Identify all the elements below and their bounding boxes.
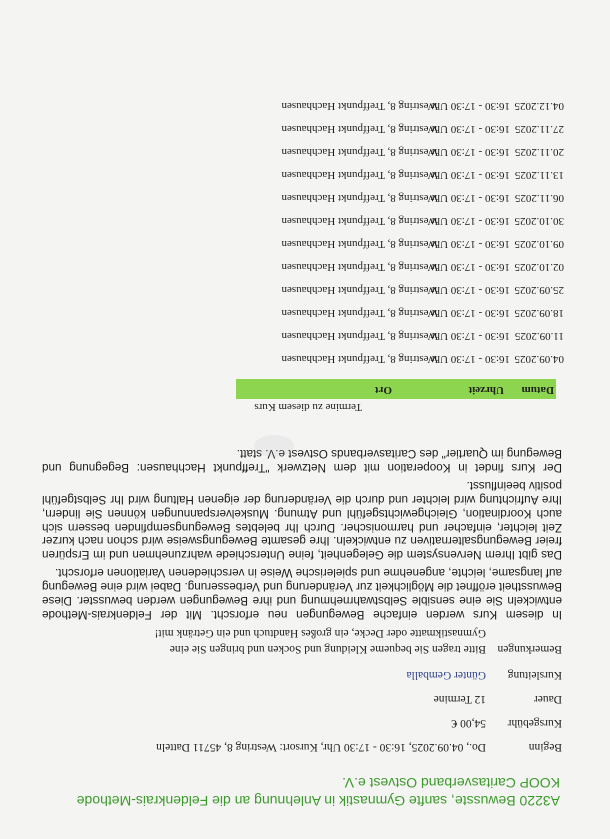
schedule-row (281, 146, 564, 158)
bemerkungen-line-1: Bitte tragen Sie bequeme Kleidung und Socken und bringen Sie eine (169, 643, 486, 655)
kursleitung-label: Kursleitung (507, 669, 562, 681)
schedule-heading: Termine zu diesem Kurs (254, 401, 362, 413)
schedule-time: 16:30 - 17:30 Uhr (430, 238, 510, 250)
schedule-time: 16:30 - 17:30 Uhr (430, 169, 510, 181)
schedule-row (281, 261, 564, 273)
beginn-label: Beginn (528, 741, 562, 753)
schedule-time: 16:30 - 17:30 Uhr (430, 330, 510, 342)
schedule-time: 16:30 - 17:30 Uhr (430, 261, 510, 273)
schedule-date: 27.11.2025 (514, 123, 564, 135)
course-description (42, 442, 562, 621)
schedule-time: 16:30 - 17:30 Uhr (430, 215, 510, 227)
schedule-row (281, 330, 564, 342)
kursgebuehr-value: 54,00 € (451, 717, 486, 729)
schedule-row (281, 238, 564, 250)
schedule-date: 20.11.2025 (514, 146, 564, 158)
course-title: A3220 Bewusste, sanfte Gymnastik in Anlehnung an die Feldenkrais-Methode (76, 793, 560, 809)
schedule-time: 16:30 - 17:30 Uhr (430, 146, 510, 158)
schedule-col-date: Datum (521, 384, 554, 396)
schedule-date: 04.09.2025 (514, 353, 564, 365)
schedule-date: 18.09.2025 (514, 307, 564, 319)
paper-stain (254, 435, 294, 457)
bemerkungen-line-2: Gymnastikmatte oder Decke, ein großes Handtuch und ein Getränk mit! (154, 627, 486, 639)
schedule-time: 16:30 - 17:30 Uhr (430, 307, 510, 319)
schedule-time: 16:30 - 17:30 Uhr (430, 192, 510, 204)
bemerkungen-label: Bemerkungen (497, 643, 562, 655)
schedule-date: 06.11.2025 (514, 192, 564, 204)
schedule-date: 11.09.2025 (514, 330, 564, 342)
course-organizer: KOOP Caritasverband Ostvest e.V. (342, 775, 560, 791)
schedule-col-place: Ort (374, 384, 392, 396)
schedule-date: 13.11.2025 (514, 169, 564, 181)
schedule-place: Westring 8, Treffpunkt Hachhausen (281, 100, 438, 112)
dauer-value: 12 Termine (433, 693, 486, 705)
schedule-row (281, 307, 564, 319)
schedule-date: 09.10.2025 (514, 238, 564, 250)
schedule-row (281, 353, 564, 365)
schedule-place: Westring 8, Treffpunkt Hachhausen (281, 123, 438, 135)
schedule-place: Westring 8, Treffpunkt Hachhausen (281, 261, 438, 273)
schedule-place: Westring 8, Treffpunkt Hachhausen (281, 284, 438, 296)
schedule-row (281, 100, 564, 112)
schedule-place: Westring 8, Treffpunkt Hachhausen (281, 330, 438, 342)
schedule-place: Westring 8, Treffpunkt Hachhausen (281, 215, 438, 227)
schedule-date: 25.09.2025 (514, 284, 564, 296)
schedule-row (281, 169, 564, 181)
schedule-place: Westring 8, Treffpunkt Hachhausen (281, 146, 438, 158)
schedule-row (281, 284, 564, 296)
schedule-place: Westring 8, Treffpunkt Hachhausen (281, 307, 438, 319)
schedule-date: 02.10.2025 (514, 261, 564, 273)
schedule-col-time: Uhrzeit (468, 384, 504, 396)
schedule-time: 16:30 - 17:30 Uhr (430, 123, 510, 135)
schedule-time: 16:30 - 17:30 Uhr (430, 353, 510, 365)
schedule-row (281, 123, 564, 135)
schedule-header-bar (236, 379, 556, 399)
schedule-date: 04.12.2025 (514, 100, 564, 112)
schedule-time: 16:30 - 17:30 Uhr (430, 100, 510, 112)
description-paragraph-1: In diesem Kurs werden einfache Bewegungen neu erforscht. Mit der Feldenkrais-Methode entwickeln Sie eine sensible Selbstwahrnehmung und ihre Bewegungen werden bewusster. Diese Bewusstheit eröffnet die Möglichkeit zur Veränderung und Verbesserung. Dabei wird eine Bewegung auf langsame, leichte, angenehme und spielerische Weise in verschiedenen Variationen erforscht. (42, 566, 562, 621)
kursleitung-value: Günter Gemballa (406, 669, 486, 681)
schedule-place: Westring 8, Treffpunkt Hachhausen (281, 238, 438, 250)
description-paragraph-3: Der Kurs findet in Kooperation mit dem Netzwerk "Treffpunkt Hachhausen: Begegnung und Bewegung im Quartier" des Caritasverbands Ostvest e.V. statt. (42, 447, 562, 474)
schedule-date: 30.10.2025 (514, 215, 564, 227)
schedule-row (281, 192, 564, 204)
description-paragraph-2: Das gibt Ihrem Nervensystem die Gelegenheit, feine Unterschiede wahrzunehmen und im Erspüren freier Bewegungsalternativen zu entwickeln. Ihre gesamte Bewegungsweise wird schon nach kurzer Zeit leichter, einfacher und harmonischer. Durch Ihr belebtes Bewegungsempfinden bessern sich auch Koordination, Gleichgewichtsgefühl und Atmung. Muskelverspannungen können Sie lindern, Ihre Aufrichtung wird leichter und durch die Veränderung der eigenen Haltung wird Ihr Selbstgefühl positiv beeinflusst. (42, 478, 562, 562)
schedule-place: Westring 8, Treffpunkt Hachhausen (281, 353, 438, 365)
schedule-place: Westring 8, Treffpunkt Hachhausen (281, 192, 438, 204)
schedule-time: 16:30 - 17:30 Uhr (430, 284, 510, 296)
dauer-label: Dauer (533, 693, 562, 705)
kursgebuehr-label: Kursgebühr (507, 717, 562, 729)
beginn-value: Do., 04.09.2025, 16:30 - 17:30 Uhr, Kursort: Westring 8, 45711 Datteln (156, 741, 486, 753)
schedule-row (281, 215, 564, 227)
schedule-place: Westring 8, Treffpunkt Hachhausen (281, 169, 438, 181)
